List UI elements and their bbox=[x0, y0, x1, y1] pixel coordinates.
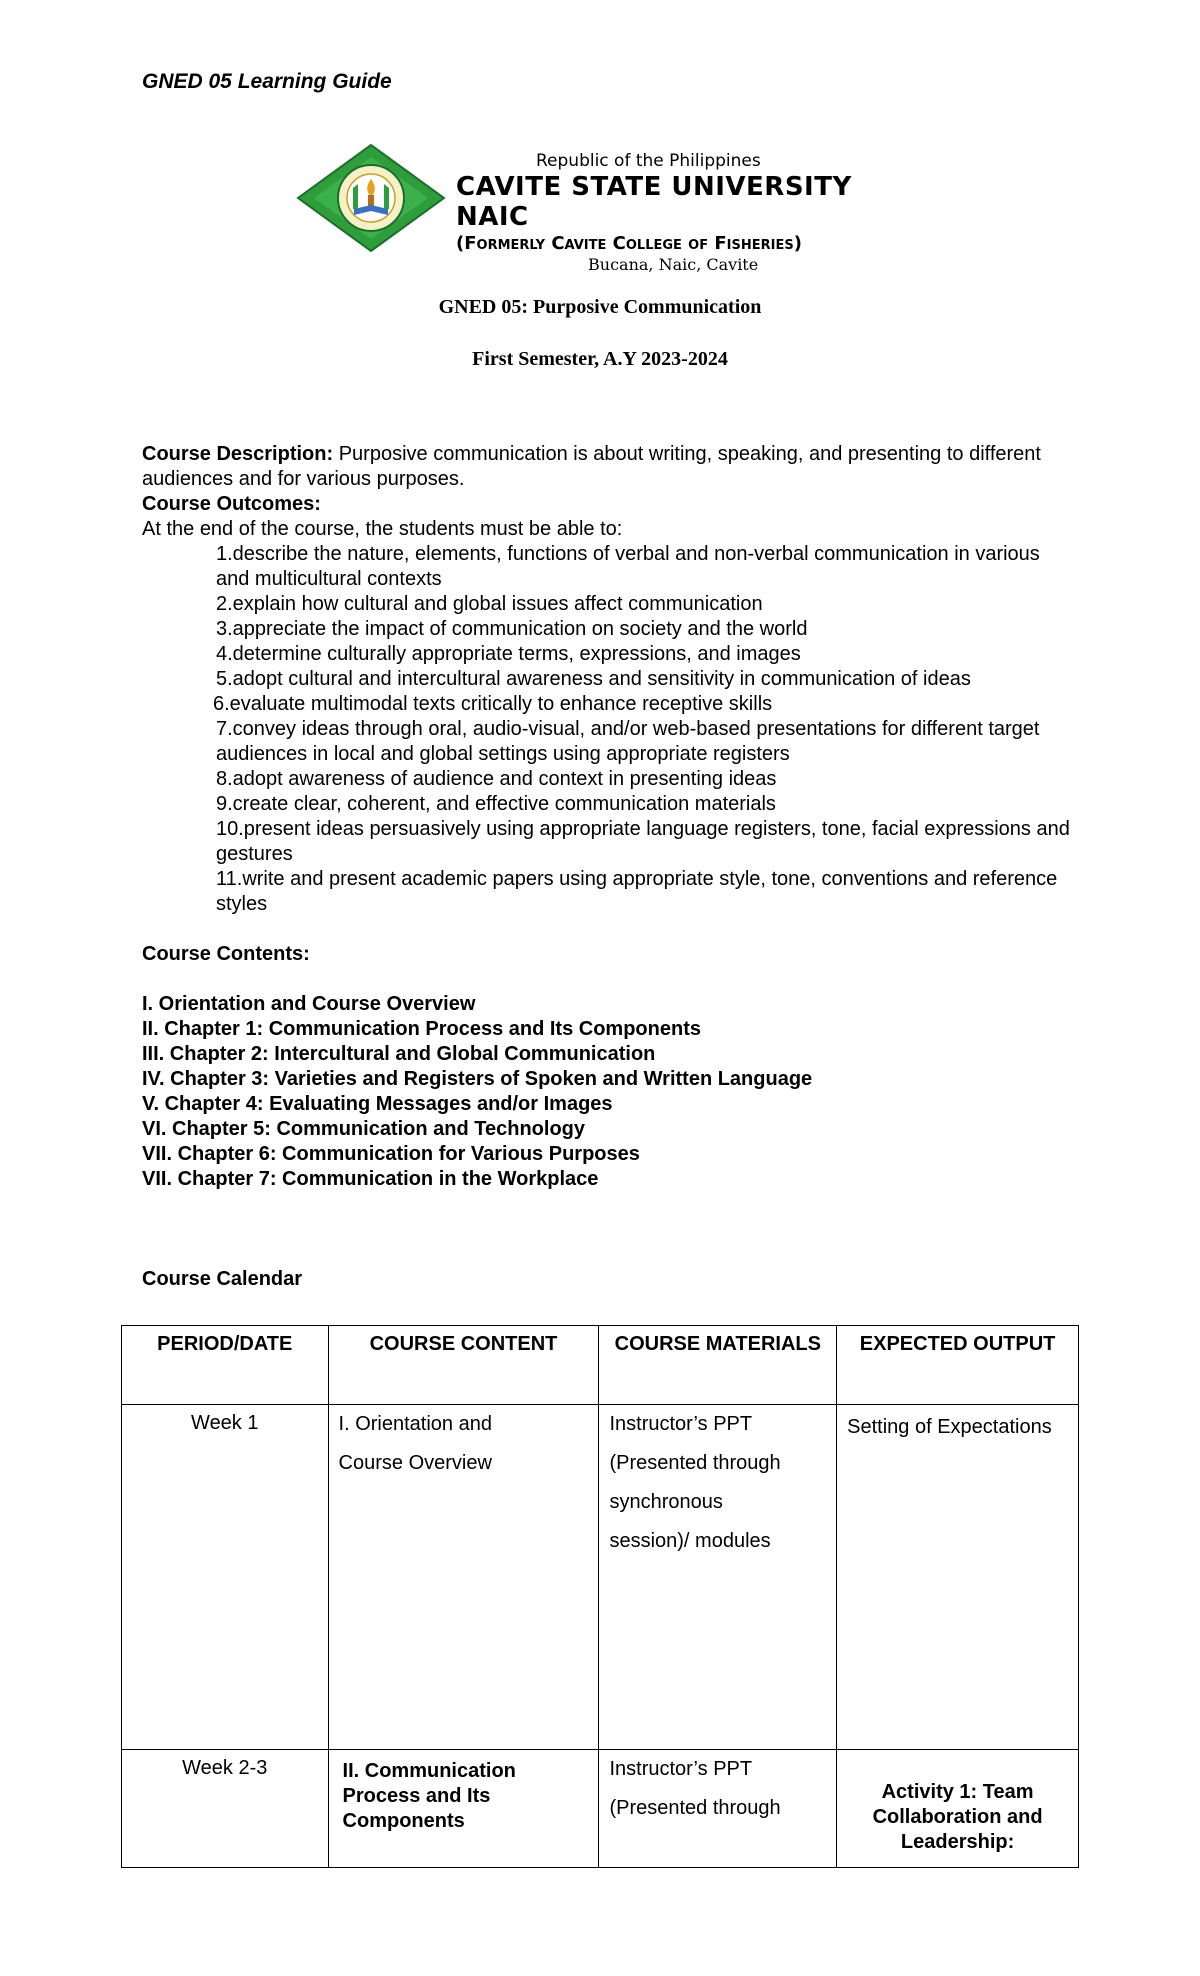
period-cell: Week 2-3 bbox=[122, 1750, 329, 1868]
university-banner bbox=[296, 143, 896, 274]
course-description-label: Course Description: bbox=[142, 443, 334, 465]
materials-cell bbox=[599, 1750, 837, 1868]
materials-line: (Presented through bbox=[609, 1797, 781, 1819]
outcome-item: 8.adopt awareness of audience and context in presenting ideas bbox=[216, 768, 777, 790]
outcome-item: 6.evaluate multimodal texts critically to enhance receptive skills bbox=[213, 693, 773, 715]
banner-republic: Republic of the Philippines bbox=[536, 151, 761, 171]
course-outcomes-list bbox=[142, 542, 1072, 917]
content-cell bbox=[328, 1405, 599, 1750]
output-cell: Setting of Expectations bbox=[837, 1405, 1079, 1750]
outcome-item: 4.determine culturally appropriate terms, expressions, and images bbox=[216, 643, 801, 665]
output-cell: Activity 1: Team Collaboration and Leadership: bbox=[837, 1750, 1079, 1868]
table-header-row bbox=[122, 1326, 1079, 1405]
table-row bbox=[122, 1405, 1079, 1750]
course-contents-list bbox=[142, 992, 1072, 1192]
content-item: I. Orientation and Course Overview bbox=[142, 993, 476, 1015]
content-line: Course Overview bbox=[338, 1452, 492, 1474]
materials-line: Instructor’s PPT bbox=[609, 1758, 753, 1780]
materials-cell bbox=[599, 1405, 837, 1750]
column-header: COURSE CONTENT bbox=[328, 1326, 599, 1405]
outcome-item: 11.write and present academic papers using appropriate style, tone, conventions and reference styles bbox=[216, 868, 1058, 915]
banner-address: Bucana, Naic, Cavite bbox=[588, 255, 759, 274]
banner-formerly: (Formerly Cavite College of Fisheries) bbox=[456, 233, 802, 254]
course-contents-label: Course Contents: bbox=[142, 943, 310, 965]
table-row bbox=[122, 1750, 1079, 1868]
outcome-item: 10.present ideas persuasively using appropriate language registers, tone, facial expressions and gestures bbox=[216, 818, 1070, 865]
outcome-item: 7.convey ideas through oral, audio-visual, and/or web-based presentations for different target audiences in local and global settings using appropriate registers bbox=[216, 718, 1040, 765]
materials-line: Instructor’s PPT bbox=[609, 1413, 753, 1435]
column-header: PERIOD/DATE bbox=[122, 1326, 329, 1405]
materials-line: synchronous bbox=[609, 1491, 723, 1513]
course-description-text: Purposive communication is about writing, speaking, and presenting to different audiences and for various purposes. bbox=[142, 443, 1041, 490]
period-cell: Week 1 bbox=[122, 1405, 329, 1750]
content-item: V. Chapter 4: Evaluating Messages and/or Images bbox=[142, 1093, 613, 1115]
semester-line: First Semester, A.Y 2023-2024 bbox=[472, 348, 728, 370]
content-item: III. Chapter 2: Intercultural and Global Communication bbox=[142, 1043, 656, 1065]
materials-line: session)/ modules bbox=[609, 1530, 771, 1552]
content-cell: II. Communication Process and Its Components bbox=[328, 1750, 599, 1868]
course-info bbox=[142, 442, 1072, 1192]
university-seal-icon bbox=[296, 143, 446, 253]
document-title: GNED 05: Purposive Communication bbox=[438, 296, 762, 318]
outcome-item: 9.create clear, coherent, and effective communication materials bbox=[216, 793, 776, 815]
outcome-item: 2.explain how cultural and global issues affect communication bbox=[216, 593, 763, 615]
running-header: GNED 05 Learning Guide bbox=[142, 70, 392, 93]
course-outcomes-label: Course Outcomes: bbox=[142, 493, 321, 515]
column-header: EXPECTED OUTPUT bbox=[837, 1326, 1079, 1405]
banner-university: CAVITE STATE UNIVERSITY NAIC bbox=[456, 172, 852, 232]
outcome-item: 1.describe the nature, elements, functions of verbal and non-verbal communication in various and multicultural contexts bbox=[216, 543, 1040, 590]
content-item: VII. Chapter 7: Communication in the Workplace bbox=[142, 1168, 599, 1190]
outcome-item: 5.adopt cultural and intercultural awareness and sensitivity in communication of ideas bbox=[216, 668, 971, 690]
course-calendar-heading: Course Calendar bbox=[142, 1268, 303, 1290]
content-line: I. Orientation and bbox=[338, 1413, 492, 1435]
course-outcomes-intro: At the end of the course, the students must be able to: bbox=[142, 518, 623, 540]
column-header: COURSE MATERIALS bbox=[599, 1326, 837, 1405]
content-item: II. Chapter 1: Communication Process and Its Components bbox=[142, 1018, 701, 1040]
content-item: IV. Chapter 3: Varieties and Registers of Spoken and Written Language bbox=[142, 1068, 813, 1090]
content-item: VI. Chapter 5: Communication and Technology bbox=[142, 1118, 585, 1140]
materials-line: (Presented through bbox=[609, 1452, 781, 1474]
course-description bbox=[142, 442, 1072, 492]
content-item: VII. Chapter 6: Communication for Various Purposes bbox=[142, 1143, 640, 1165]
course-calendar-table bbox=[121, 1325, 1079, 1868]
outcome-item: 3.appreciate the impact of communication on society and the world bbox=[216, 618, 808, 640]
